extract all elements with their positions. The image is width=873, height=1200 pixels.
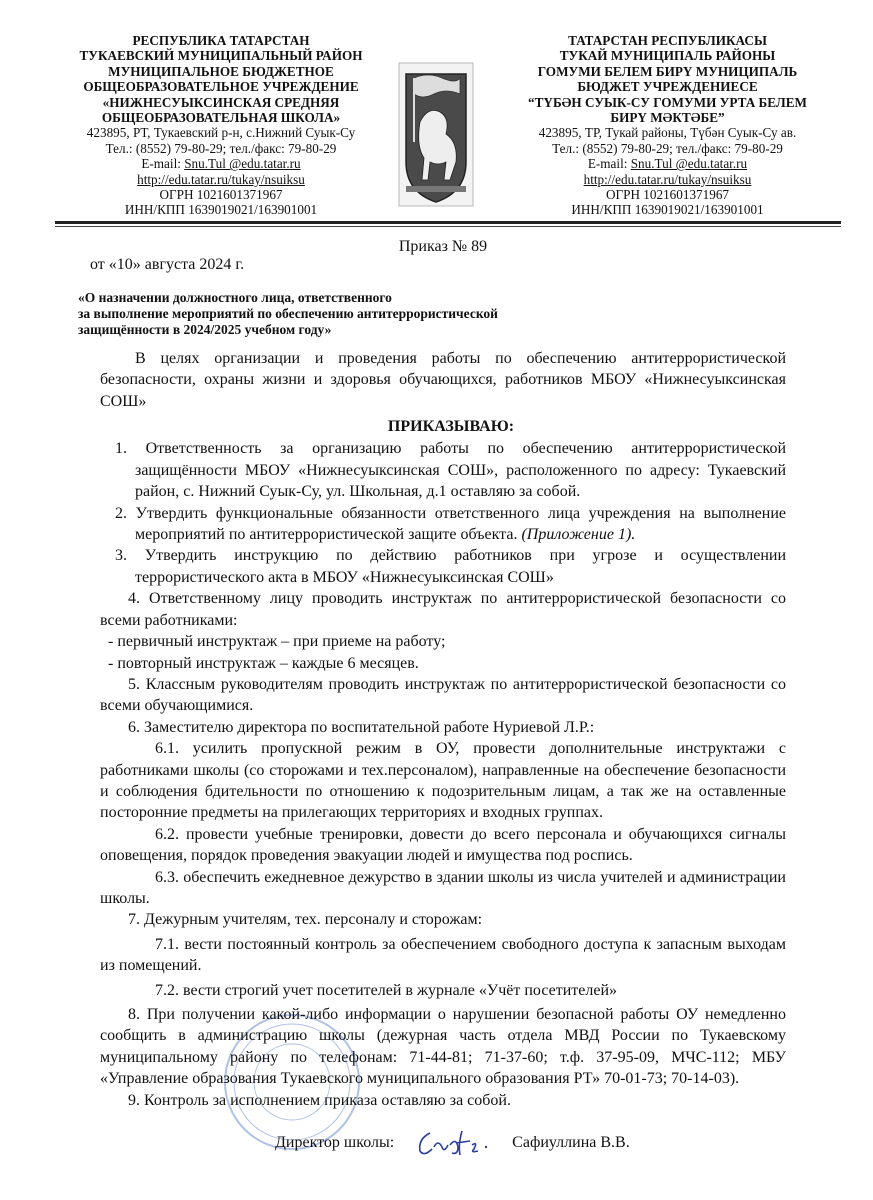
subject-line: защищённости в 2024/2025 учебном году» <box>78 321 332 337</box>
item-6-2: 6.2. провести учебные тренировки, довести до всего персонала и обучающихся сигналы оповещения, порядок проведения эвакуации людей и имущества под роспись. <box>100 825 786 865</box>
header-line: ГОМУМИ БЕЛЕМ БИРҮ МУНИЦИПАЛЬ <box>537 63 798 79</box>
order-title: Приказ № 89 <box>398 238 488 255</box>
header-line: РЕСПУБЛИКА ТАТАРСТАН <box>132 33 310 48</box>
inn-kpp: ИНН/КПП 1639019021/163901001 <box>571 202 764 218</box>
order-subject <box>78 290 786 338</box>
intro-paragraph: В целях организации и проведения работы по обеспечению антитеррористической безопасности, охраны жизни и здоровья обучающихся, работников МБОУ «Нижнесуыксинская СОШ» <box>100 349 786 410</box>
coat-of-arms-emblem <box>398 62 474 207</box>
header-line: ОБЩЕОБРАЗОВАТЕЛЬНАЯ ШКОЛА» <box>101 110 341 126</box>
order-word: ПРИКАЗЫВАЮ: <box>387 418 515 436</box>
email-line <box>62 156 380 171</box>
item-4b: - повторный инструктаж – каждые 6 месяцев. <box>108 654 419 672</box>
website-link[interactable]: http://edu.tatar.ru/tukay/nsuiksu <box>137 171 305 187</box>
ogrn: ОГРН 1021601371967 <box>159 187 283 203</box>
header-line: БЮДЖЕТ УЧРЕЖДЕНИЕСЕ <box>577 79 758 95</box>
email-label: E-mail: <box>587 156 631 172</box>
header-line: МУНИЦИПАЛЬНОЕ БЮДЖЕТНОЕ <box>108 63 334 79</box>
header-line: «НИЖНЕСУЫКСИНСКАЯ СРЕДНЯЯ <box>102 94 340 110</box>
header-line: ТАТАРСТАН РЕСПУБЛИКАСЫ <box>568 33 767 48</box>
order-body <box>78 236 786 1161</box>
item-2 <box>100 503 786 546</box>
item-6-1: 6.1. усилить пропускной режим в ОУ, провести дополнительные инструктажи с работниками школы (со сторожами и тех.персоналом), направленные на обеспечение безопасности и соблюдения бдительности по отношению к подозрительным лицам, а так же на оставленные посторонние предметы на прилегающих территориях и входных группах. <box>100 740 786 822</box>
order-date: от «10» августа 2024 г. <box>90 256 245 274</box>
email-link[interactable]: Snu.Tul @edu.tatar.ru <box>184 156 301 172</box>
item-8: 8. При получении какой-либо информации о нарушении безопасной работы ОУ немедленно сообщить в администрацию школы (дежурная часть отдела МВД России по Тукаевскому муниципальному району по телефонам: 71-44-81; 71-37-60; т.ф. 37-95-09, МЧС-112; МБУ «Управление образования Тукаевского муниципального образования РТ» 70-01-73; 70-14-03). <box>100 1006 786 1088</box>
email-label: E-mail: <box>141 156 185 172</box>
header-line: ТУКАЙ МУНИЦИПАЛЬ РАЙОНЫ <box>559 48 776 64</box>
header-divider <box>55 221 841 224</box>
header-divider-thin <box>55 226 841 227</box>
item-7: 7. Дежурным учителям, тех. персоналу и сторожам: <box>128 911 483 929</box>
header-line: БИРҮ МӘКТӘБЕ” <box>610 110 725 126</box>
header-left-ru <box>62 33 380 218</box>
item-1: 1. Ответственность за организацию работы по обеспечению антитеррористической защищённости МБОУ «Нижнесуыксинская СОШ», расположенного по адресу: Тукаевский район, с. Нижний Суык-Су, ул. Школьная, д.1 оставляю за собой. <box>115 440 786 501</box>
item-6: 6. Заместителю директора по воспитательной работе Нуриевой Л.Р.: <box>128 718 595 736</box>
subject-line: «О назначении должностного лица, ответственного <box>78 289 392 305</box>
signature-row <box>100 1125 786 1161</box>
address: 423895, РТ, Тукаевский р-н, с.Нижний Суык-Су <box>86 125 356 141</box>
item-4: 4. Ответственному лицу проводить инструктаж по антитеррористической безопасности со всеми работниками: <box>100 590 786 629</box>
item-7-2: 7.2. вести строгий учет посетителей в журнале «Учёт посетителей» <box>155 981 618 999</box>
email-link[interactable]: Snu.Tul @edu.tatar.ru <box>630 156 748 172</box>
handwritten-signature <box>412 1125 502 1161</box>
subject-line: за выполнение мероприятий по обеспечению антитеррористической <box>78 305 498 321</box>
website-link[interactable]: http://edu.tatar.ru/tukay/nsuiksu <box>583 171 752 187</box>
item-4a: - первичный инструктаж – при приеме на работу; <box>108 633 446 651</box>
phone: Тел.: (8552) 79-80-29; тел./факс: 79-80-29 <box>552 140 783 156</box>
item-2-appendix-ref: (Приложение 1). <box>521 526 636 544</box>
item-5: 5. Классным руководителям проводить инструктаж по антитеррористической безопасности со всеми обучающимися. <box>100 675 786 715</box>
ogrn: ОГРН 1021601371967 <box>605 187 730 203</box>
header-right-tt <box>505 33 830 218</box>
director-title: Директор школы: <box>275 1134 395 1152</box>
item-9: 9. Контроль за исполнением приказа оставляю за собой. <box>128 1091 511 1109</box>
item-6-3: 6.3. обеспечить ежедневное дежурство в здании школы из числа учителей и администрации школы. <box>100 868 786 907</box>
email-line <box>505 156 830 171</box>
item-2-text: 2. Утвердить функциональные обязанности ответственного лица учреждения на выполнение мероприятий по антитеррористической защите объекта. <box>115 504 786 544</box>
address: 423895, ТР, Тукай районы, Түбән Суык-Су ав. <box>538 125 797 141</box>
header-line: “ТҮБӘН СУЫК-СУ ГОМУМИ УРТА БЕЛЕМ <box>528 94 807 110</box>
phone: Тел.: (8552) 79-80-29; тел./факс: 79-80-29 <box>105 140 337 156</box>
item-7-1: 7.1. вести постоянный контроль за обеспечением свободного доступа к запасным выходам из помещений. <box>100 935 786 975</box>
header-line: ОБЩЕОБРАЗОВАТЕЛЬНОЕ УЧРЕЖДЕНИЕ <box>83 79 359 95</box>
inn-kpp: ИНН/КПП 1639019021/163901001 <box>124 202 318 218</box>
item-3: 3. Утвердить инструкцию по действию работников при угрозе и осуществлении террористического акта в МБОУ «Нижнесуыксинская СОШ» <box>115 547 786 586</box>
director-name: Сафиуллина В.В. <box>512 1134 630 1152</box>
header-line: ТУКАЕВСКИЙ МУНИЦИПАЛЬНЫЙ РАЙОН <box>79 48 363 64</box>
